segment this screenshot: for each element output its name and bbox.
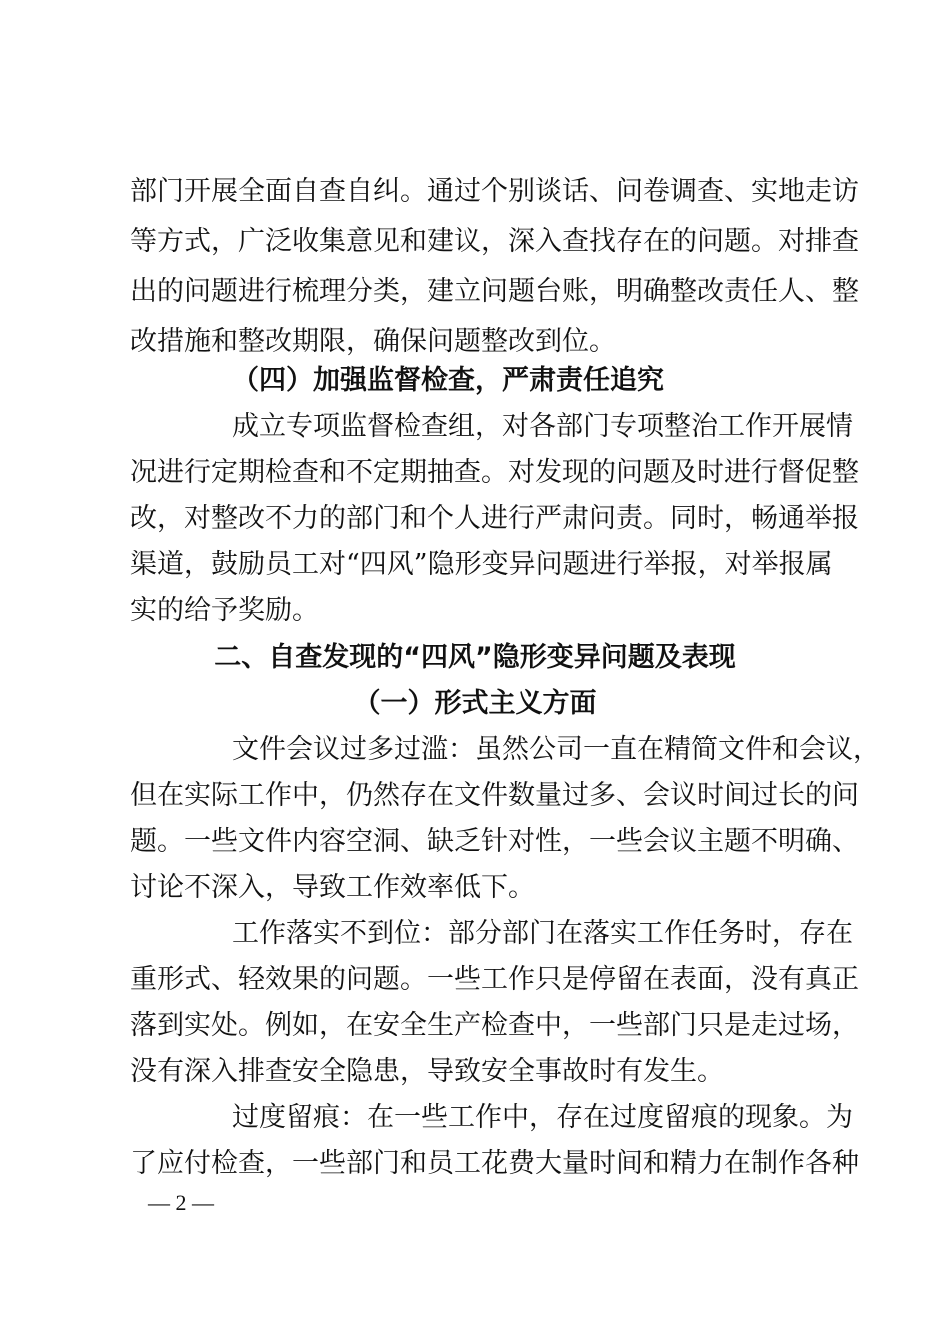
text-line: 出的问题进行梳理分类，建立问题台账，明确整改责任人、整	[130, 276, 859, 307]
text-line: 过度留痕：在一些工作中，存在过度留痕的现象。为	[232, 1102, 853, 1133]
text-line: 但在实际工作中，仍然存在文件数量过多、会议时间过长的问	[130, 780, 859, 811]
page-number: — 2 —	[148, 1190, 214, 1215]
text-line: 改，对整改不力的部门和个人进行严肃问责。同时，畅通举报	[130, 503, 859, 534]
text-line: 讨论不深入，导致工作效率低下。	[130, 872, 535, 903]
text-line: 成立专项监督检查组，对各部门专项整治工作开展情	[232, 411, 853, 442]
text-line: 等方式，广泛收集意见和建议，深入查找存在的问题。对排查	[130, 226, 859, 257]
text-line: 部门开展全面自查自纠。通过个别谈话、问卷调查、实地走访	[130, 176, 859, 207]
text-line: 实的给予奖励。	[130, 595, 319, 626]
section-title: 二、自查发现的“四风”隐形变异问题及表现	[214, 642, 736, 673]
text-line: 重形式、轻效果的问题。一些工作只是停留在表面，没有真正	[130, 964, 859, 995]
text-line: 文件会议过多过滥：虽然公司一直在精简文件和会议，	[232, 734, 880, 765]
text-line: 改措施和整改期限，确保问题整改到位。	[130, 326, 616, 357]
text-line: 工作落实不到位：部分部门在落实工作任务时，存在	[232, 918, 853, 949]
text-line: 了应付检查，一些部门和员工花费大量时间和精力在制作各种	[130, 1148, 859, 1179]
text-line: 没有深入排查安全隐患，导致安全事故时有发生。	[130, 1056, 724, 1087]
text-line: 落到实处。例如，在安全生产检查中，一些部门只是走过场，	[130, 1010, 859, 1041]
text-line: 渠道，鼓励员工对“四风”隐形变异问题进行举报，对举报属	[130, 549, 833, 580]
text-line: 况进行定期检查和不定期抽查。对发现的问题及时进行督促整	[130, 457, 859, 488]
subheading-supervision: （四）加强监督检查，严肃责任追究	[232, 365, 664, 396]
text-line: 题。一些文件内容空洞、缺乏针对性，一些会议主题不明确、	[130, 826, 859, 857]
subheading-formalism: （一）形式主义方面	[353, 688, 597, 719]
